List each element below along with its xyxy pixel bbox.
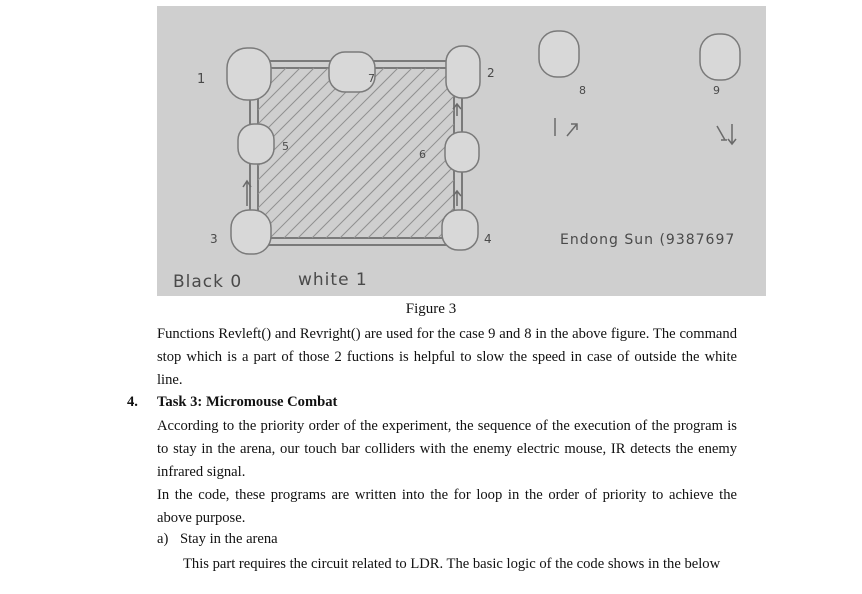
hatch-line — [298, 82, 454, 238]
paragraph-3: In the code, these programs are written into the for loop in the order of priority to achieve the above purpose. — [157, 487, 737, 526]
list-item-a-text: Stay in the arena — [180, 531, 278, 547]
list-item-a-label: a) — [157, 531, 169, 547]
paragraph-4: This part requires the circuit related to LDR. The basic logic of the code shows in the below — [183, 556, 721, 572]
section-number: 4. — [127, 394, 138, 410]
circle-number-1: 1 — [197, 72, 207, 87]
figure-3-photo — [157, 6, 766, 296]
section-title: Task 3: Micromouse Combat — [157, 394, 338, 410]
hatch-line — [340, 124, 454, 238]
black-label: Black 0 — [173, 272, 243, 292]
hatch-line — [326, 110, 454, 238]
hatch-line — [368, 152, 454, 238]
white-label: white 1 — [298, 270, 368, 290]
hatch-line — [284, 68, 454, 238]
hatch-line — [270, 68, 440, 238]
signature: Endong Sun (9387697 — [560, 232, 736, 248]
list-item-a — [157, 531, 278, 548]
circle-number-7: 7 — [368, 72, 376, 85]
circle-number-8: 8 — [579, 84, 587, 97]
circle-number-5: 5 — [282, 140, 290, 153]
figure-caption: Figure 3 — [405, 301, 457, 317]
circle-number-9: 9 — [713, 84, 721, 97]
circle-number-6: 6 — [419, 148, 427, 161]
circle-number-2: 2 — [487, 66, 496, 80]
paragraph-1: Functions Revleft() and Revright() are used for the case 9 and 8 in the above figure. The command stop which is a part of those 2 fuctions is helpful to slow the speed in case of outside the white line. — [157, 326, 737, 388]
paragraph-2: According to the priority order of the experiment, the sequence of the execution of the program is to stay in the arena, our touch bar colliders with the enemy electric mouse, IR detects the enemy infrared signal. — [157, 418, 737, 480]
circle-number-3: 3 — [210, 232, 219, 246]
hatch-line — [312, 96, 454, 238]
hand-drawing — [157, 6, 766, 296]
circle-number-4: 4 — [484, 232, 493, 246]
